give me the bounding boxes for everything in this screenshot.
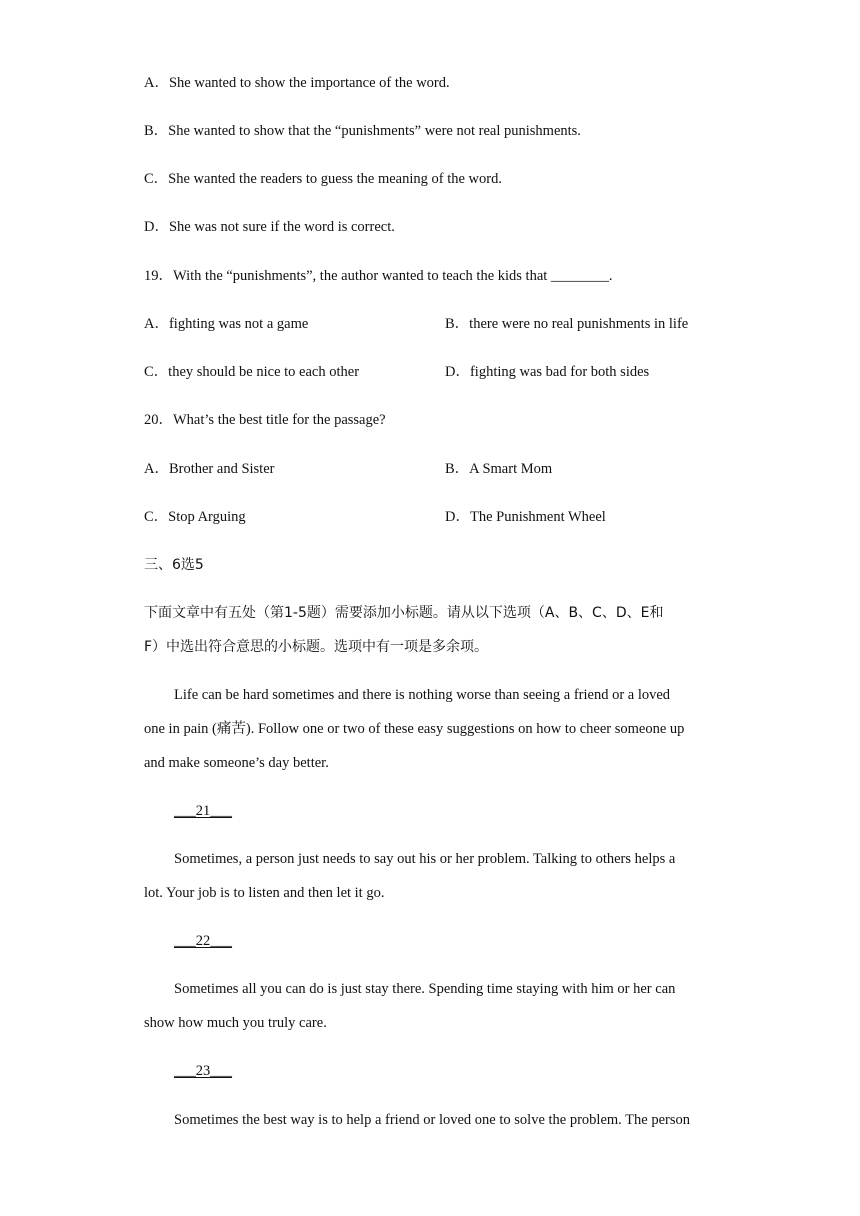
para-22-line-2: show how much you truly care. <box>144 1015 327 1031</box>
q19-option-a: A．fighting was not a game <box>144 316 309 332</box>
para-23-line-1: Sometimes the best way is to help a friend or loved one to solve the problem. The person <box>174 1112 690 1128</box>
intro-line-2: one in pain (痛苦). Follow one or two of these easy suggestions on how to cheer someone up <box>144 721 685 737</box>
q18-option-d: D．She was not sure if the word is correct. <box>144 219 395 235</box>
q19-option-d: D．fighting was bad for both sides <box>445 364 650 380</box>
q18-option-a: A．She wanted to show the importance of the word. <box>144 75 450 91</box>
para-21-line-2: lot. Your job is to listen and then let it go. <box>144 885 385 901</box>
q19-option-c: C．they should be nice to each other <box>144 364 360 380</box>
q20-option-a: A．Brother and Sister <box>144 461 275 477</box>
q20-option-d: D．The Punishment Wheel <box>445 509 606 525</box>
instructions-line-2: F）中选出符合意思的小标题。选项中有一项是多余项。 <box>144 639 489 655</box>
intro-line-1: Life can be hard sometimes and there is nothing worse than seeing a friend or a loved <box>174 687 671 703</box>
q20-option-b: B．A Smart Mom <box>445 461 553 477</box>
q18-option-b: B．She wanted to show that the “punishments” were not real punishments. <box>144 123 581 139</box>
q19-question: 19．With the “punishments”, the author wanted to teach the kids that ________. <box>144 268 613 284</box>
q20-option-c: C．Stop Arguing <box>144 509 246 525</box>
blank-22: ___22___ <box>174 933 232 949</box>
blank-23: ___23___ <box>174 1063 232 1079</box>
intro-line-3: and make someone’s day better. <box>144 755 329 771</box>
q20-question: 20．What’s the best title for the passage? <box>144 412 386 428</box>
section-heading: 三、6选5 <box>144 557 204 573</box>
q18-option-c: C．She wanted the readers to guess the meaning of the word. <box>144 171 502 187</box>
q19-option-b: B．there were no real punishments in life <box>445 316 689 332</box>
para-22-line-1: Sometimes all you can do is just stay there. Spending time staying with him or her can <box>174 981 676 997</box>
para-21-line-1: Sometimes, a person just needs to say out his or her problem. Talking to others helps a <box>174 851 676 867</box>
instructions-line-1: 下面文章中有五处（第1-5题）需要添加小标题。请从以下选项（A、B、C、D、E和 <box>144 605 664 621</box>
blank-21: ___21___ <box>174 803 232 819</box>
